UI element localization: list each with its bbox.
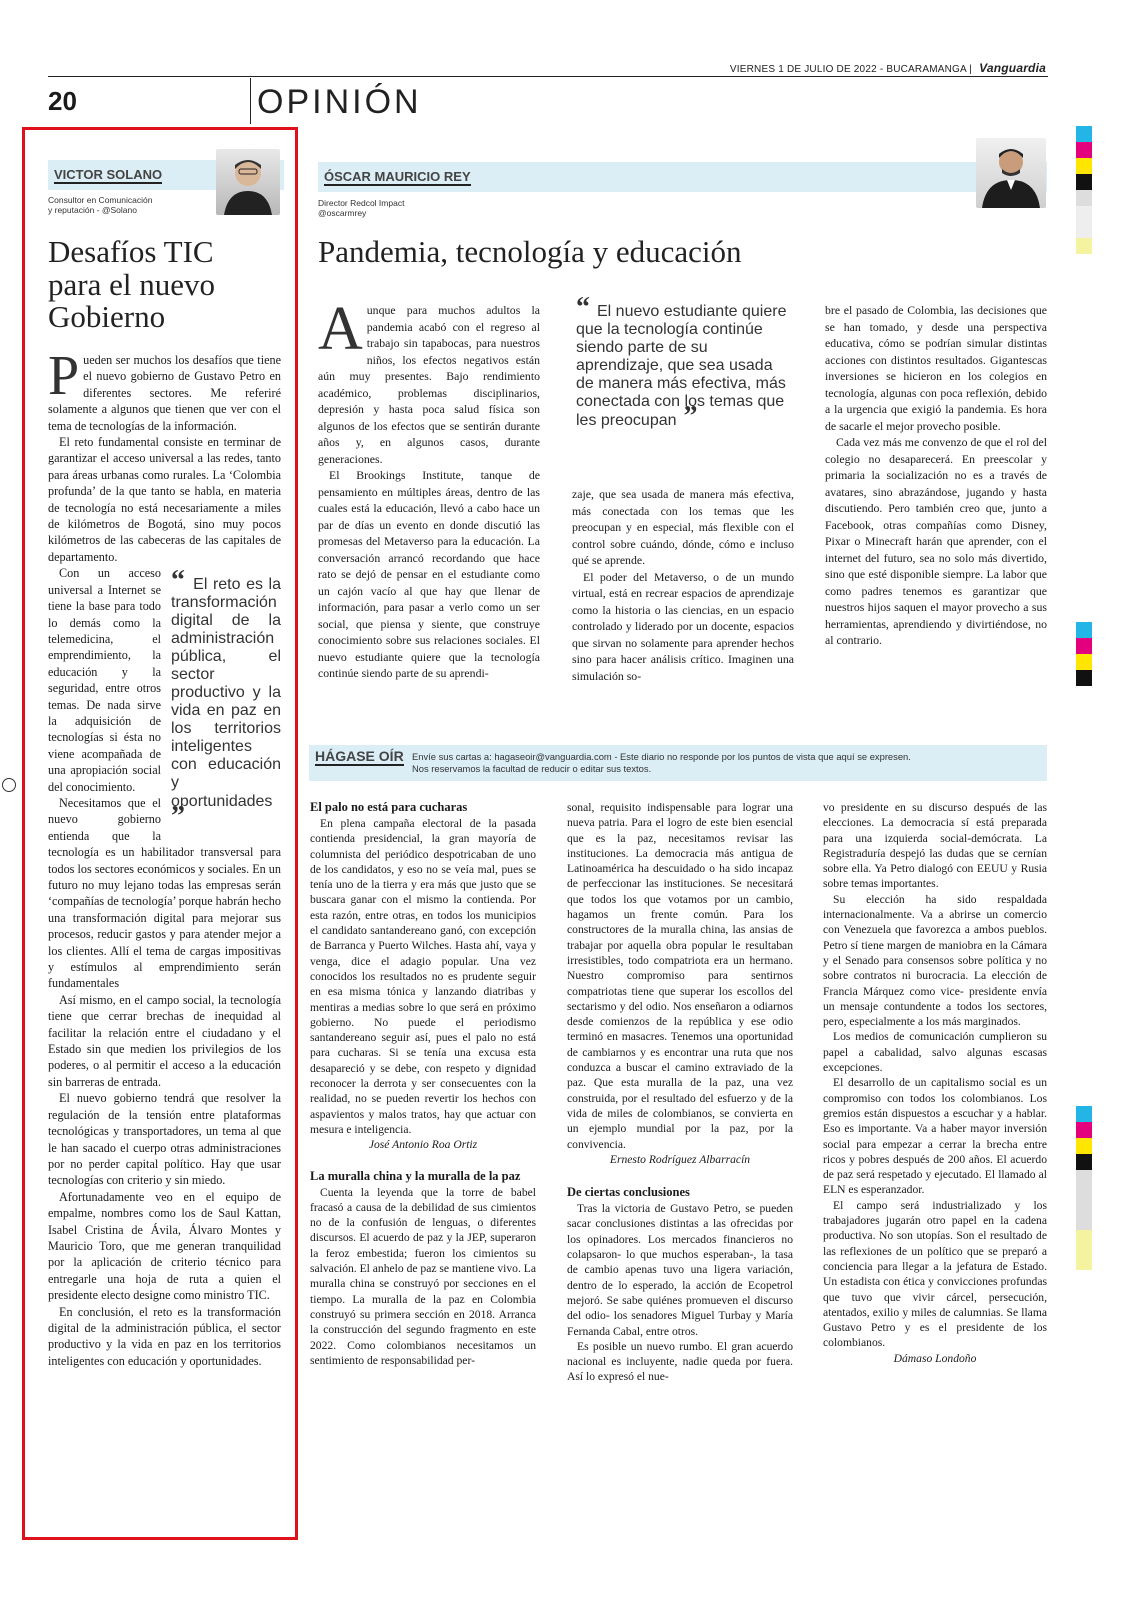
paragraph: En conclusión, el reto es la transformación digital de la administración pública, el sector productivo y la vida en paz en los territorios inteligentes con educación y oportunidades. (48, 1304, 281, 1368)
author-photo-icon (216, 149, 280, 215)
article-body-left (48, 345, 282, 1369)
paragraph: “ El reto es la transformación digital de la administración pública, el sector productivo y la vida en paz en los territorios inteligentes con educación y oportunidades ” Con un acceso universal a Internet se tiene la base para todo lo demás como la telemedicina, el emprendimiento, la educación y la seguridad, entre otros temas. De nada sirve la adquisición de tecnologías si ésta no viene acompañada de una apropiación social del conocimiento. (48, 565, 282, 833)
color-bar-bottom (1076, 1106, 1092, 1270)
section-title: OPINIÓN (257, 83, 422, 121)
open-quote-icon: “ (171, 565, 194, 597)
author-name: VICTOR SOLANO (54, 167, 163, 182)
paragraph: El nuevo gobierno tendrá que resolver la regulación de la tensión entre plataformas tecnológicas y transportadores, un tema al que le han sacado el cuerpo otras administraciones por no perder capital político. Hay que usar tecnologías con criterio y sin miedo. (48, 1091, 281, 1188)
letter-signature: Dámaso Londoño (893, 1351, 977, 1365)
letter-title: El palo no está para cucharas (310, 800, 468, 814)
open-quote-icon: “ (576, 292, 597, 323)
pull-quote-left: “ El reto es la transformación digital de la administración pública, el sector productivo y la vida en paz en los territorios inteligentes con educación y oportunidades ” (171, 565, 282, 833)
registration-mark (2, 778, 16, 792)
close-quote-icon: ” (171, 801, 185, 833)
author-bar-right (318, 162, 1047, 192)
header-rule (48, 76, 1048, 77)
color-bar-mid (1076, 622, 1092, 686)
article-col1-right: Aunque para muchos adultos la pandemia acabó con el regreso al trabajo sin tapabocas, para nuestros niños, los efectos negativos están aún muy presentes. Bajo rendimiento académico, problemas disciplinarios, depresión y hasta poca salud física son algunos de los efectos que se sentirán durante años y, en algunos casos, durante generaciones. El Brookings Institute, tanque de pensamiento en múltiples áreas, dentro de las cuales está la educación, llevó a cabo hace un par de días un evento en donde discutió las promesas del Metaverso para la educación. La conversación arrancó recordando que hace rato se dejó de pensar en el estudiante como un cajón vacío al que hay que llenar de información, para pasar a verlo como un ser social, que piensa y siente, que construye conocimiento sobre sus relaciones sociales. El nuevo estudiante quiere que la tecnología continúe siendo parte de su aprendi- (318, 295, 540, 680)
letters-notice: Envíe sus cartas a: hagaseoir@vanguardia.com - Este diario no responde por los puntos de vista que aquí se expresen. Nos reservamos la facultad de reducir o editar sus textos. (412, 751, 911, 774)
author-name: ÓSCAR MAURICIO REY (324, 169, 471, 184)
paragraph: Así mismo, en el campo social, la tecnología tiene que cerrar brechas de inequidad al facilitar la relación entre el ciudadano y el Estado sin que medien los privilegios de los poderes, o al permitir el acceso a la educación sin barreras de entrada. (48, 992, 281, 1089)
drop-cap: P (48, 345, 80, 407)
close-quote-icon: ” (676, 401, 698, 432)
header-date: VIERNES 1 DE JULIO DE 2022 - BUCARAMANGA | Vanguardia (729, 61, 1046, 75)
article-col2-right: zaje, que sea usada de manera más efectiva, más conectada con los temas que les preocupan y en especial, más flexible con el control sobre cuándo, dónde, cómo e incluso qué se aprende. El poder del Metaverso, o de un mundo virtual, está en recrear espacios de aprendizaje como la historia o las ciencias, en un espacio controlado y liderado por un docente, espacios que sirvan no solamente para aprender hechos sino para hacer análisis crítico. Imaginen una simulación so- (572, 487, 794, 683)
article-col3-right: bre el pasado de Colombia, las decisiones que se han tomado, y desde una perspectiva educativa, cómo se podrían simular distintas acciones con distintos resultados. Gigantescas inversiones se hicieron en los colegios en tecnología, algunas con poca reflexión, debido a la urgencia que exigió la pandemia. Es hora de sacarle el mejor provecho posible. Cada vez más me convenzo de que el rol del colegio no desaparecerá. En preescolar y primaria la socialización no es a través de avatares, sino abrazándose, jugando y hasta discutiendo. Pero también creo que, junto a Facebook, otras compañías como Disney, Pixar o Minecraft harán que aprender, con el internet del futuro, sea no solo más divertido, sino que esté disponible siempre. La labor que como padres tenemos es garantizar que nuestros hijos saquen el mayor provecho a sus herramientas, aprendiendo y divirtiéndose, no al contrario. (825, 303, 1047, 647)
author-photo-solano (216, 149, 280, 215)
author-photo-icon (976, 138, 1046, 208)
letter-signature: José Antonio Roa Ortiz (368, 1138, 478, 1152)
brand-logo: Vanguardia (979, 61, 1046, 75)
color-bar-top (1076, 126, 1092, 254)
letter-signature: Ernesto Rodríguez Albarracín (609, 1152, 751, 1166)
header-divider (250, 78, 251, 124)
letters-col2: sonal, requisito indispensable para lograr una nueva patria. Para el logro de este bien esencial que es la paz, necesitamos revisar las instituciones. La democracia más antigua de Latinoamérica ha descuidado o ha sido incapaz de perfeccionar las instituciones. Se necesitará que todos los que votamos por un cambio, hagamos un frente común. Para los constructores de la muralla china, las ansias de trabajar por aquella obra popular le resultaban irresistibles, todo compatriota era un hermano. Nuestro compromiso para sentirnos compatriotas tiene que superar los escollos del sectarismo y del odio. Nos enseñaron a odiarnos desde comienzos de la república y ese odio terminó en masacres. Tenemos una oportunidad de cambiarnos y es encontrar una ruta que nos conduzca a buscar el camino extraviado de la paz. Que esta muralla de la paz, una vez construida, por el resultado del esfuerzo y de la vida de miles de colombianos, se convierta en un ejemplo mundial por la paz, por la convivencia. Ernesto Rodríguez Albarracín De ciertas conclusiones Tras la victoria de Gustavo Petro, se pueden sacar conclusiones distintas a las ofrecidas por los opinadores. Los mercados financieros no colapsaron- lo que muchos esperaban-, la tasa de cambio apenas tuvo una ligera variación, dentro de lo esperado, la acción de Ecopetrol mejoró. Se sabe quiénes promueven el discurso del odio- los senadores Miguel Turbay y María Fernanda Cabal, entre otros. Es posible un nuevo rumbo. El gran acuerdo nacional es incluyente, nadie queda por fuera. Así lo expresó el nue- (567, 801, 793, 1384)
paragraph: El reto fundamental consiste en terminar de garantizar el acceso universal a las redes, tanto para áreas urbanas como rurales. La ‘Colombia profunda’ de la que tanto se habla, en materia de tecnología no está necesariamente a miles de kilómetros de Bogotá, sino muy pocos kilómetros de las cabeceras de las capitales de departamento. (48, 435, 281, 564)
author-role: Director Redcol Impact @oscarmrey (318, 198, 405, 218)
letters-header (309, 745, 1047, 781)
paragraph: Necesitamos que el nuevo gobierno entienda que la tecnología es un habilitador transversal para todos los sectores económicos y sociales. En un futuro no muy lejano todas las empresas serán ‘compañías de tecnología’ porque habrán hecho una transformación digital para mejorar sus procesos, reducir gastos y para atender mejor a los clientes. Allí el tema de cargas impositivas y estímulos al emprendimiento serán fundamentales (48, 795, 281, 991)
letters-col3: vo presidente en su discurso después de las elecciones. La democracia sí está preparada para una izquierda social-demócrata. La Registraduría despejó las dudas que se cernían sobre ella. Ya Petro dialogó con EEUU y Rusia sobre temas importantes. Su elección ha sido respaldada internacionalmente. Va a abrirse un comercio con Venezuela que favorezca a ambos pueblos. Petro sí tiene margen de maniobra en la Cámara y el Senado para consensos sobre política y no sobre contratos ni burocracia. La elección de Francia Márquez como vice- presidente envía un mensaje contundente a todos los sectores, pero, especialmente a los más marginados. Los medios de comunicación cumplieron su papel a cabalidad, salvo algunas escasas excepciones. El desarrollo de un capitalismo social es un compromiso con todos los colombianos. Los gremios están dispuestos a escuchar y a hablar. Eso es importante. Va a haber mayor inversión social para empezar a cerrar la brecha entre ricos y pobres después de 200 años. El acuerdo de paz será respetado y ejecutado. El llamado al ELN es esperanzador. El campo será industrializado y los trabajadores jugarán otro papel en la cadena productiva. No son utopías. Son el resultado de las reflexiones de un político que se preparó a conciencia para llegar a la jefatura de Estado. Un estadista con ética y convicciones profundas que tuvo que vivir cárcel, persecución, atentados, exilio y miles de calumnias. Se llama Gustavo Petro y es el presidente de los colombianos. Dámaso Londoño (823, 801, 1047, 1365)
article-title-right: Pandemia, tecnología y educación (318, 234, 742, 269)
letters-col1: El palo no está para cucharas En plena campaña electoral de la pasada contienda presidencial, la gran mayoría de columnista del periódico despotricaban de uno de los candidatos, y eso no se veía mal, pues se tenía uno de la tierra y era más que justo que se buscara ganar con el mismo la contienda. Por esta razón, entre otras, en todos los municipios el candidato santandereano ganó, con excepción de Barranca y Puerto Wilches. Hasta ahí, vaya y venga, dice el adagio popular. Una vez conocidos los resultados no es prudente seguir en esa misma tónica y lanzando diatribas y mentiras a medias sobre lo que será en próximo gobierno. No puede el periodismo santandereano seguir así, pues el palo no está para cucharas. Si se tenía una excusa esta desapareció y se debe, con respeto y dignidad reconocer la derrota y ser consecuentes con la realidad, no se pueden revertir los hechos con aspavientos y malos tratos, hay que actuar con mesura e inteligencia. José Antonio Roa Ortiz La muralla china y la muralla de la paz Cuenta la leyenda que la torre de babel fracasó a causa de la debilidad de sus cimientos no de la confusión de lenguas, o diferentes discursos. El acuerdo de paz y la JEP, superaron la feroz embestida; fueron los cimientos su salvación. El anhelo de paz se mantiene vivo. La muralla china se construyó por secciones en el tiempo. La muralla de la paz en Colombia construyó su primera sección en 2018. Arranca la construcción del segundo fragmento en este 2022. Como colombianos necesitamos un sentimiento de responsabilidad per- (310, 800, 536, 1367)
pull-quote-right: “ El nuevo estudiante quiere que la tecnología continúe siendo parte de su aprendizaje, que sea usada de manera más efectiva, más conectada con los temas que les preocupan ” (576, 292, 787, 432)
paragraph: Afortunadamente veo en el equipo de empalme, nombres como los de Saul Kattan, Isabel Cristina de Ávila, Álvaro Montes y Mauricio Toro, que me generan tranquilidad por la aplicación de criterio técnico para entregarle una hoja de ruta a quien el presidente electo designe como ministro TIC. (48, 1189, 281, 1303)
article-title-left: Desafíos TIC para el nuevo Gobierno (48, 234, 215, 335)
letter-title: De ciertas conclusiones (567, 1185, 690, 1200)
author-photo-rey (976, 138, 1046, 208)
author-role: Consultor en Comunicación y reputación - @Solano (48, 195, 153, 215)
letter-title: La muralla china y la muralla de la paz (310, 1168, 521, 1183)
letters-title: HÁGASE OÍR (315, 748, 404, 764)
paragraph: Pueden ser muchos los desafíos que tiene el nuevo gobierno de Gustavo Petro en diferentes sectores. Me referiré solamente a algunos que tienen que ver con el tema de tecnologías de la información. (48, 345, 281, 433)
drop-cap: A (318, 295, 363, 363)
page-number: 20 (48, 86, 77, 116)
